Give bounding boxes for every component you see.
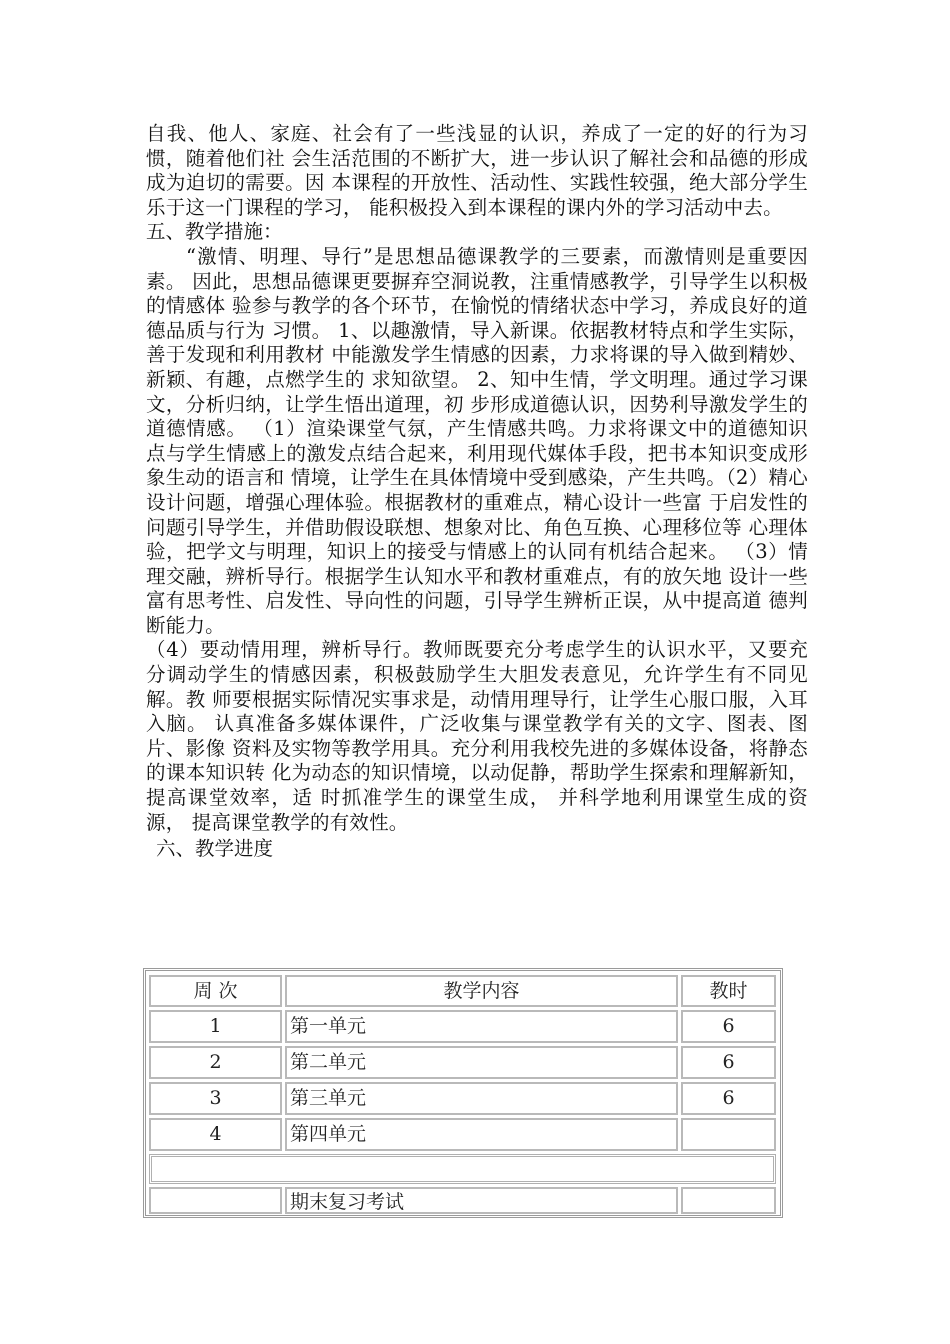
table-row-week: 4 [149,1118,282,1151]
table-row-content: 第二单元 [285,1046,678,1079]
final-row-hours [681,1187,776,1214]
table-row-content: 第一单元 [285,1010,678,1043]
document-body [146,122,808,862]
header-week: 周 次 [149,975,282,1007]
table-row-week: 3 [149,1082,282,1115]
header-hours: 教时 [681,975,776,1007]
schedule-table [143,968,783,1218]
final-row-week [149,1187,282,1214]
table-row-week: 2 [149,1046,282,1079]
final-row-content: 期末复习考试 [285,1187,678,1214]
table-row-week: 1 [149,1010,282,1043]
section6-heading: 六、教学进度 [156,837,274,861]
table-row-hours [681,1118,776,1151]
section4-paragraph: 自我、他人、家庭、社会有了一些浅显的认识，养成了一定的好的行为习惯，随着他们社 会生活范围的不断扩大，进一步认识了解社会和品德的形成成为迫切的需要。因 本课程的开放性、活动性、实践性较强，绝大部分学生乐于这一门课程的学习， 能积极投入到本课程的课内外的学习活动中去。 [146,122,808,219]
header-content: 教学内容 [285,975,678,1007]
table-row-hours: 6 [681,1082,776,1115]
table-row-content: 第四单元 [285,1118,678,1151]
table-row-hours: 6 [681,1046,776,1079]
section5-paragraph-2: （4）要动情用理，辨析导行。教师既要充分考虑学生的认识水平，又要充 分调动学生的情感因素，积极鼓励学生大胆发表意见，允许学生有不同见解。教 师要根据实际情况实事求是，动情用理导行，让学生心服口服，入耳入脑。 认真准备多媒体课件，广泛收集与课堂教学有关的文字、图表、图片、影像 资料及实物等教学用具。充分利用我校先进的多媒体设备，将静态的课本知识转 化为动态的知识情境，以动促静，帮助学生探索和理解新知，提高课堂效率，适 时抓准学生的课堂生成， 并科学地利用课堂生成的资源， 提高课堂教学的有效性。 [146,638,808,834]
blank-row [149,1154,776,1184]
section5-paragraph: “激情、明理、导行”是思想品德课教学的三要素，而激情则是重要因素。 因此，思想品德课更要摒弃空洞说教，注重情感教学，引导学生以积极的情感体 验参与教学的各个环节，在愉悦的情绪状态中学习，养成良好的道德品质与行为 习惯。 1、以趣激情，导入新课。依据教材特点和学生实际，善于发现和利用教材 中能激发学生情感的因素，力求将课的导入做到精妙、新颖、有趣，点燃学生的 求知欲望。 2、知中生情，学文明理。通过学习课文，分析归纳，让学生悟出道理，初 步形成道德认识，因势利导激发学生的道德情感。 （1）渲染课堂气氛，产生情感共鸣。力求将课文中的道德知识点与学生情感上的激发点结合起来，利用现代媒体手段，把书本知识变成形象生动的语言和 情境，让学生在具体情境中受到感染，产生共鸣。（2）精心设计问题，增强心理体验。根据教材的重难点，精心设计一些富 于启发性的问题引导学生，并借助假设联想、想象对比、角色互换、心理移位等 心理体验，把学文与明理，知识上的接受与情感上的认同有机结合起来。 （3）情理交融，辨析导行。根据学生认知水平和教材重难点，有的放矢地 设计一些富有思考性、启发性、导向性的问题，引导学生辨析正误，从中提高道 德判断能力。 [146,244,808,637]
table-row-content: 第三单元 [285,1082,678,1115]
table-row-hours: 6 [681,1010,776,1043]
section5-heading: 五、教学措施： [146,220,283,244]
